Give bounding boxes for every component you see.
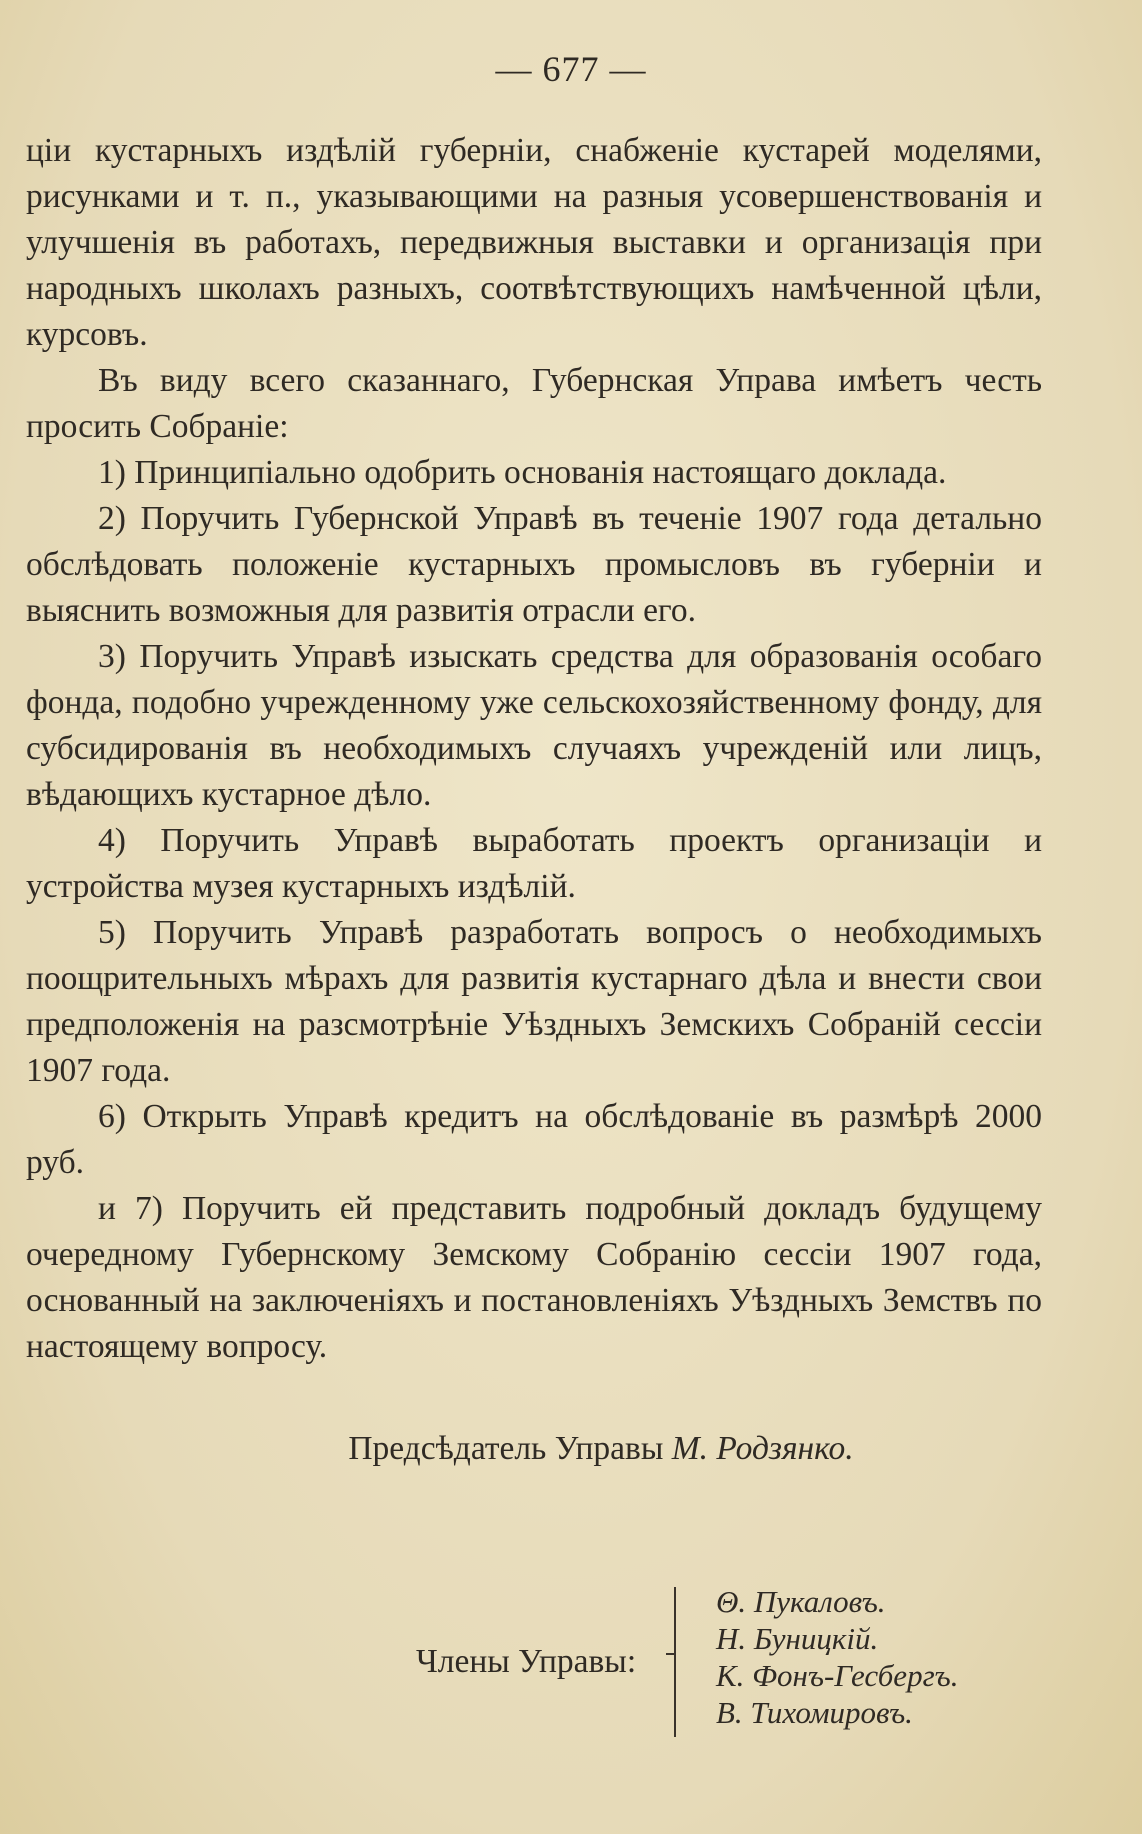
member-name: Н. Буницкій. <box>716 1621 879 1656</box>
paragraph-item-4: 4) Поручить Управѣ выработать проектъ организаціи и устройства музея кустарныхъ издѣлій. <box>26 822 1042 905</box>
paragraph-item-7: и 7) Поручить ей представить подробный докладъ будущему очередному Губернскому Земскому Собранію сессіи 1907 года, основанный на заключеніяхъ и постановленіяхъ Уѣздныхъ Земствъ по настоящему вопросу. <box>26 1190 1042 1365</box>
paragraph-request-intro: Въ виду всего сказаннаго, Губернская Управа имѣетъ честь просить Собраніе: <box>26 362 1042 445</box>
paragraph-item-6: 6) Открыть Управѣ кредитъ на обслѣдованіе въ размѣрѣ 2000 руб. <box>26 1098 1042 1181</box>
chairman-name: М. Родзянко. <box>671 1430 854 1467</box>
brace <box>674 1587 686 1737</box>
paragraph-item-1: 1) Принципіально одобрить основанія настоящаго доклада. <box>98 454 947 491</box>
member-list <box>716 1583 959 1731</box>
paragraph-item-5: 5) Поручить Управѣ разработать вопросъ о необходимыхъ поощрительныхъ мѣрахъ для развитія кустарнаго дѣла и внести свои предположенія на разсмотрѣніе Уѣздныхъ Земскихъ Собраній сессіи 1907 года. <box>26 914 1042 1089</box>
board-members <box>416 1583 1036 1753</box>
member-name: В. Тихомировъ. <box>716 1695 913 1730</box>
paragraph-item-2: 2) Поручить Губернской Управѣ въ теченіе 1907 года детально обслѣдовать положеніе кустарныхъ промысловъ въ губерніи и выяснить возможныя для развитія отрасли его. <box>26 500 1042 629</box>
member-name: К. Фонъ-Гесбергъ. <box>716 1658 959 1693</box>
page-number: — 677 — <box>495 49 647 89</box>
body-text <box>26 128 1042 1370</box>
member-name: Θ. Пукаловъ. <box>716 1584 886 1619</box>
chairman-title: Предсѣдатель Управы <box>348 1430 664 1467</box>
chairman-signature <box>0 1430 1142 1468</box>
paragraph-item-3: 3) Поручить Управѣ изыскать средства для образованія особаго фонда, подобно учрежденному уже сельскохозяйственному фонду, для субсидированія въ необходимыхъ случаяхъ учрежденій или лицъ, вѣдающихъ кустарное дѣло. <box>26 638 1042 813</box>
paragraph-continuation: ціи кустарныхъ издѣлій губерніи, снабженіе кустарей моделями, рисунками и т. п., указывающими на разныя усовершенствованія и улучшенія въ работахъ, передвижныя выставки и организація при народныхъ школахъ разныхъ, соотвѣтствующихъ намѣченной цѣли, курсовъ. <box>26 132 1042 353</box>
members-label: Члены Управы: <box>416 1643 637 1680</box>
